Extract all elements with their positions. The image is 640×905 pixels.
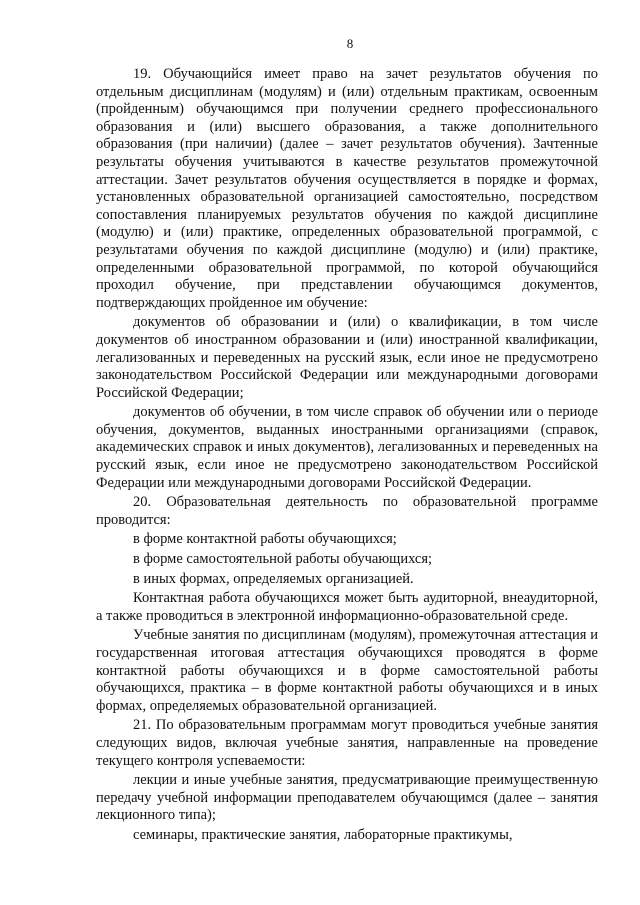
paragraph-contact-work: Контактная работа обучающихся может быть аудиторной, внеаудиторной, а также проводиться в электронной информационно-образовательной среде. <box>96 590 598 624</box>
list-item-lectures: лекции и иные учебные занятия, предусматривающие преимущественную передачу учебной информации преподавателем обучающимся (далее – занятия лекционного типа); <box>96 772 598 824</box>
list-item-other-forms: в иных формах, определяемых организацией. <box>133 570 414 587</box>
paragraph-19: 19. Обучающийся имеет право на зачет результатов обучения по отдельным дисциплинам (модулям) и (или) отдельным практикам, освоенным (пройденным) обучающимся при получении среднего профессионального образования и (или) высшего образования, а также дополнительного образования (при наличии) (далее – зачет результатов обучения). Зачтенные результаты обучения учитываются в качестве результатов промежуточной аттестации. Зачет результатов обучения осуществляется в порядке и формах, установленных образовательной организацией самостоятельно, посредством сопоставления планируемых результатов обучения по каждой дисциплине (модулю) и (или) практике, определенных образовательной программой, с результатами обучения по каждой дисциплине (модулю) и (или) практике, определенными образовательной программой, по которой обучающийся проходил обучение, при представлении обучающимся документов, подтверждающих пройденное им обучение: <box>96 66 598 311</box>
paragraph-training-sessions: Учебные занятия по дисциплинам (модулям), промежуточная аттестация и государственная итоговая аттестация обучающихся проводятся в форме контактной работы обучающихся и в форме самостоятельной работы обучающихся, практика – в форме контактной работы обучающихся и в иных формах, определяемых образовательной организацией. <box>96 627 598 714</box>
paragraph-20: 20. Образовательная деятельность по образовательной программе проводится: <box>96 494 598 528</box>
list-item-seminars: семинары, практические занятия, лабораторные практикумы, <box>133 826 513 843</box>
paragraph-21: 21. По образовательным программам могут проводиться учебные занятия следующих видов, включая учебные занятия, направленные на проведение текущего контроля успеваемости: <box>96 717 598 769</box>
document-body <box>96 66 598 845</box>
paragraph-education-documents: документов об образовании и (или) о квалификации, в том числе документов об иностранном образовании и (или) иностранной квалификации, легализованных и переведенных на русский язык, если иное не предусмотрено законодательством Российской Федерации или международными договорами Российской Федерации; <box>96 314 598 401</box>
list-item-independent-work: в форме самостоятельной работы обучающихся; <box>133 551 433 568</box>
list-item-contact-work: в форме контактной работы обучающихся; <box>133 531 397 548</box>
page-number: 8 <box>346 36 354 51</box>
paragraph-training-documents: документов об обучении, в том числе справок об обучении или о периоде обучения, документов, выданных иностранными организациями (справок, академических справок и иных документов), легализованных и переведенных на русский язык, если иное не предусмотрено законодательством Российской Федерации или международными договорами Российской Федерации. <box>96 404 598 491</box>
